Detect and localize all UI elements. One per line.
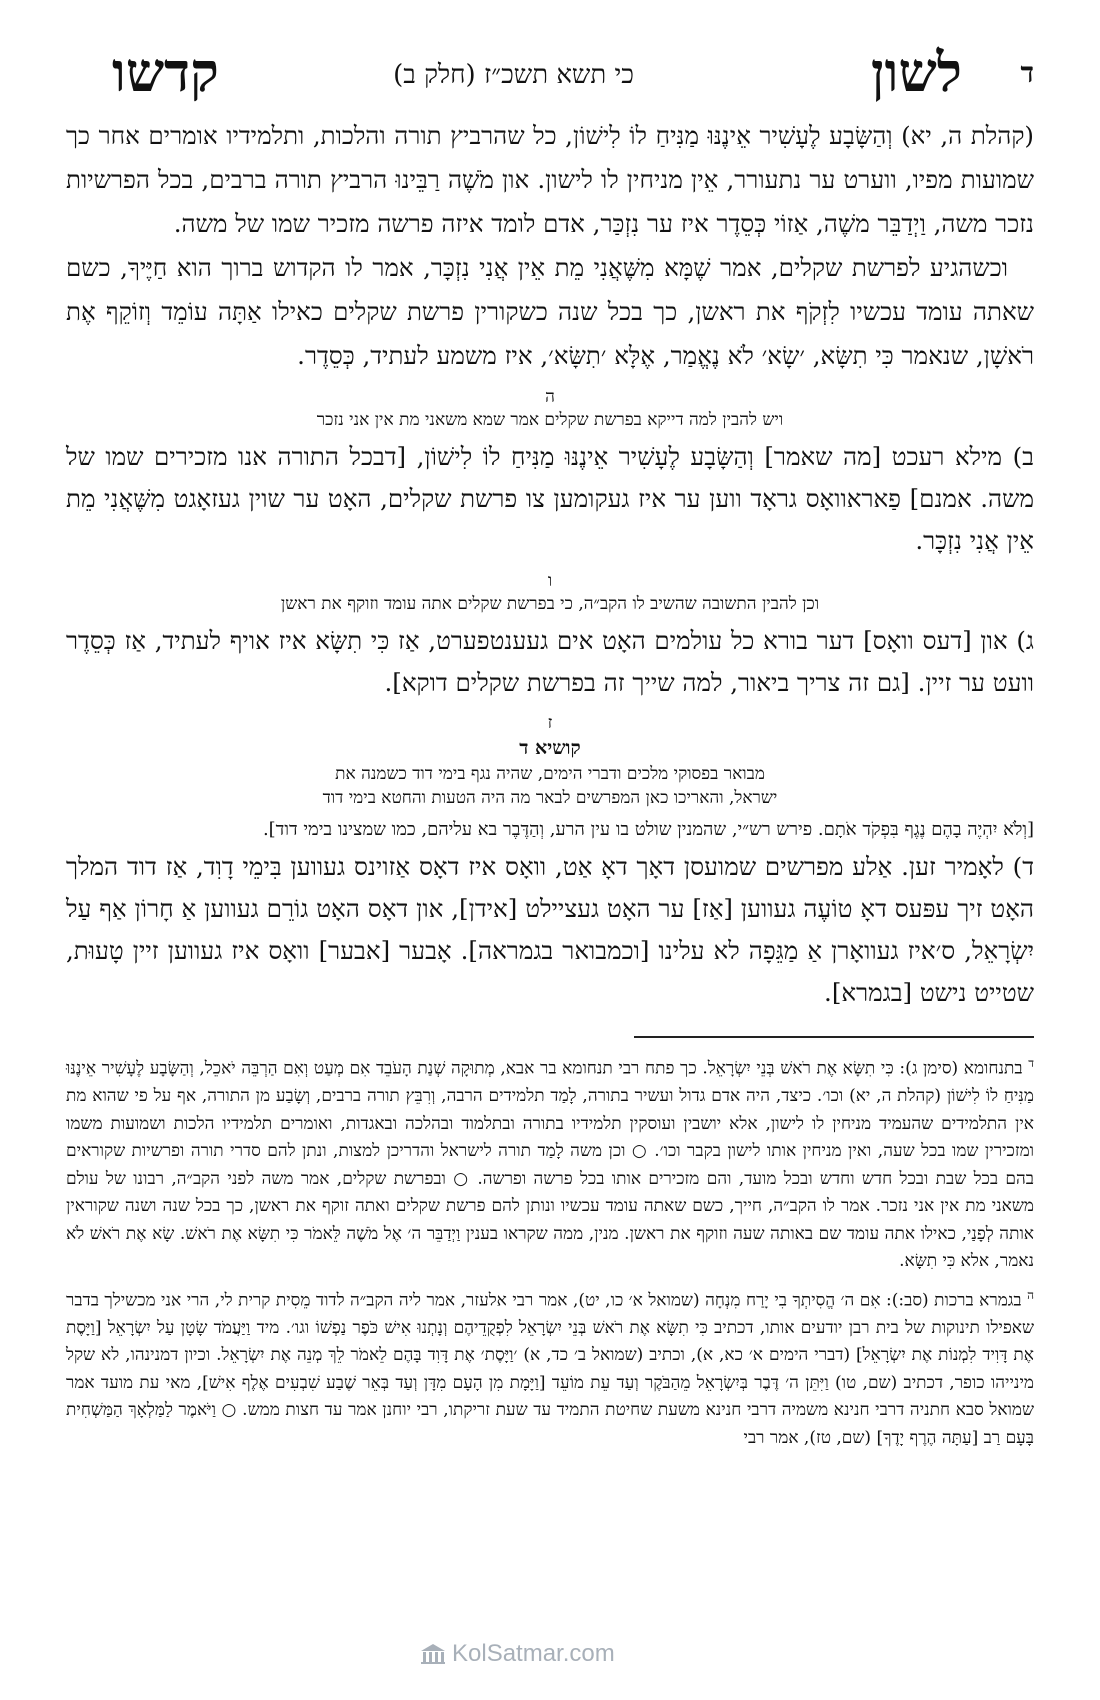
watermark xyxy=(420,1640,615,1668)
footnote-mark: ה xyxy=(1027,1287,1035,1302)
footnote xyxy=(66,1050,1034,1276)
quote-paragraph: [וְלֹא יִהְיֶה בָהֶם נֶגֶף בִּפְקֹד אֹתָם. פירש רש״י, שהמנין שולט בו עין הרע, וְהַדֶּבֶר בא עליהם, כמו שמצינו בימי דוד]. xyxy=(262,819,1034,840)
body-paragraph-1: (קהלת ה, יא) וְהַשָּׂבָע לֶעָשִׁיר אֵינֶנּוּ מַנִּיחַ לוֹ לִישׁוֹן, כל שהרביץ תורה והלכות, ותלמידיו אומרים אחר כך שמועות מפיו, ווערט ער נתעורר, אֵין מניחין לו לישון. און מֹשֶׁה רַבֵּינוּ הרביץ תורה ברבים, בכל הפרשיות נזכר משה, וַיְדַבֵּר משֶׁה, אַזוֹי כְּסֵדֶר איז ער נִזְכַּר, אדם לומד איזה פרשה מזכיר שמו של משה. xyxy=(66,121,1034,238)
caption-letter: ה xyxy=(545,387,555,407)
section-d-paragraph: ד) לאָמיר זען. אַלע מפרשים שמועסן דאָך דאָ אַט, וואָס איז דאָס אַזוינס געווען בִּימֵי דָוִד, אַז דוד המלך האָט זיך עפּעס דאָ טוֹעֶה געווען [אַז] ער האָט געציילט [אידן], און דאָס האָט גוֹרֵם געווען אַ חָרוֹן אַף עַל יִשְׂרָאֵל, ס׳איז געוואָרן אַ מַגֵּפָה לא עלינו [וכמבואר בגמראה]. אָבער [אבער] וואָס איז געווען זיין טָעוּת, שטייט נישט [בגמרא]. xyxy=(66,852,1034,1007)
building-icon xyxy=(420,1643,446,1665)
section-g-paragraph: ג) און [דעס וואָס] דער בורא כל עולמים האָט אים געענטפערט, אַז כִּי תִשָּׂא איז אויף לעתיד, אַז כְּסֵדֶר וועט ער זיין. [גם זה צריך ביאור, למה שייך זה בפרשת שקלים דוקא]. xyxy=(66,626,1034,697)
section-caption-he xyxy=(66,386,1034,432)
caption-line-2: ישראל, והאריכו כאן המפרשים לבאר מה היה הטעות והחטא בימי דוד xyxy=(322,788,778,808)
section-caption-vav xyxy=(66,570,1034,616)
footnote-divider xyxy=(634,1036,1034,1038)
caption-text: וכן להבין התשובה שהשיב לו הקב״ה, כי בפרשת שקלים אתה עומד וזוקף את ראשן xyxy=(280,594,820,614)
section-caption-zayin xyxy=(66,712,1034,810)
running-title-left: קדשו xyxy=(112,40,219,104)
parsha-subtitle: כי תשא תשכ״ז (חלק ב) xyxy=(393,60,634,90)
caption-letter: ז xyxy=(547,713,553,733)
caption-line-1: מבואר בפסוקי מלכים ודברי הימים, שהיה נגף בימי דוד כשמנה את xyxy=(335,764,765,784)
footnote-text: בתנחומא (סימן ג): כִּי תִשָּׂא אֶת רֹאשׁ בְּנֵי יִשְׂרָאֵל. כך פתח רבי תנחומא בר אבא, מְתוּקָה שְׁנַת הָעֹבֵד אִם מְעַט וְאִם הַרְבֵּה יֹאכֵל, וְהַשָּׂבָע לֶעָשִׁיר אֵינֶנּוּ מַנִּיחַ לוֹ לִישׁוֹן (קהלת ה, יא) וכו׳. כיצד, היה אדם גדול ועשיר בתורה, לָמַד תלמידים הרבה, וְרִבֵּץ תורה ברבים, וְשָׂבַע מן התורה, אף על פי שהוא מת אין התלמידים שהעמיד מניחין לו לישון, אלא יושבין ועוסקין תלמידיו בתורה ובתלמוד ובהלכה ובאגדות, ואומרים תלמידיו הלכות ושמועות משמו ומזכירין שמו בכל שעה, ואין מניחין אותו לישון בקבר וכו׳. ○ וכן משה לָמַד תורה לישראל והדריכן למצות, ונתן להם סדרי תורה ופרשיות שקוראים בהם בכל שבת ובכל חדש וחדש ובכל מועד, והם מזכירים אותו בכל פרשה ופרשה. ○ ובפרשת שקלים, אמר משה לפני הקב״ה, רבונו של עולם משאני מת אין אני נזכר. אמר לו הקב״ה, חייך, כשם שאתה עומד עכשיו ונותן להם פרשת שקלים ואתה זוקף את ראשן, כך בכל שנה ושנה שקוראין אותה לְפָנַי, כאילו אתה עומד שם באותה שעה וזוקף את ראשן. מנין, ממה שקראו בענין וַיְדַבֵּר ה׳ אֶל מֹשֶׁה לֵּאמֹר כִּי תִשָּׂא אֶת רֹאשׁ. שָׂא אֶת רֹאשׁ לֹא נאמר, אלא כִּי תִשָּׂא. xyxy=(66,1058,1034,1272)
body-paragraph-2: וכשהגיע לפרשת שקלים, אמר שֶׁמָּא מִשֶּׁאֲנִי מֵת אֵין אֲנִי נִזְכָּר, אמר לו הקדוש ברוך הוא חַיֶּיךָ, כשם שאתה עומד עכשיו לִזְקֹף את ראשן, כך בכל שנה כשקורין פרשת שקלים כאילו אַתָּה עוֹמֵד וְזוֹקֵף אֶת רֹאשָׁן, שנאמר כִּי תִשָּׂא, ׳שָׂא׳ לֹא נֶאֱמַר, אֶלָּא ׳תִשָּׂא׳, איז משמע לעתיד, כְּסֵדֶר. xyxy=(66,253,1034,370)
page-number: ד xyxy=(1020,56,1034,89)
footnote xyxy=(66,1282,1034,1453)
page-header xyxy=(66,40,1034,112)
running-title-right: לשון xyxy=(870,40,962,104)
caption-letter: ו xyxy=(547,571,553,591)
caption-title: קושיא ד xyxy=(519,737,581,759)
section-b-paragraph: ב) מילא רעכט [מה שאמר] וְהַשָּׂבָע לֶעָשִׁיר אֵינֶנּוּ מַנִּיחַ לוֹ לִישׁוֹן, [דבכל התורה אנו מזכירים שמו של משה. אמנם] פַאראוואָס גראָד ווען ער איז געקומען צו פרשת שקלים, האָט ער שוין געזאָגט מִשֶּׁאֲנִי מֵת אֵין אֲנִי נִזְכָּר. xyxy=(66,442,1034,555)
watermark-text: KolSatmar.com xyxy=(452,1640,615,1667)
footnote-text: בגמרא ברכות (סב:): אִם ה׳ הֱסִיתְךָ בִי יָרַח מִנְחָה (שמואל א׳ כו, יט), אמר רבי אלעזר, אמר ליה הקב״ה לדוד מֵסִית קרית לי, הרי אני מכשילך בדבר שאפילו תינוקות של בית רבן יודעים אותו, דכתיב כִּי תִשָּׂא אֶת רֹאשׁ בְּנֵי יִשְׂרָאֵל לִפְקֻדֵיהֶם וְנָתְנוּ אִישׁ כֹּפֶר נַפְשׁוֹ וגו׳. מיד וַיַּעֲמֹד שָׂטָן עַל יִשְׂרָאֵל [וַיָּסֶת אֶת דָּוִיד לִמְנוֹת אֶת יִשְׂרָאֵל] (דברי הימים א׳ כא, א), וכתיב (שמואל ב׳ כד, א) ׳וַיָּסֶת׳ אֶת דָּוִד בָּהֶם לֵאמֹר לֵךְ מְנֵה אֶת יִשְׂרָאֵל. וכיון דמנינהו, לא שקל מינייהו כופר, דכתיב (שם, טו) וַיִּתֵּן ה׳ דֶּבֶר בְּיִשְׂרָאֵל מֵהַבֹּקֶר וְעַד עֵת מוֹעֵד [וַיָּמָת מִן הָעָם מִדָּן וְעַד בְּאֵר שֶׁבַע שִׁבְעִים אֶלֶף אִישׁ], מאי עת מועד אמר שמואל סבא חתניה דרבי חנינא משמיה דרבי חנינא משעת שחיטת התמיד עד שעת זריקתו, רבי יוחנן אמר עד חצות ממש. ○ וַיֹּאמֶר לַמַּלְאָךְ הַמַּשְׁחִית בָּעָם רַב [עַתָּה הֶרֶף יָדֶךָ] (שם, טז), אמר רבי xyxy=(66,1290,1034,1448)
footnote-mark: ד xyxy=(1028,1056,1034,1070)
caption-text: ויש להבין למה דייקא בפרשת שקלים אמר שמא משאני מת אין אני נזכר xyxy=(316,410,784,430)
